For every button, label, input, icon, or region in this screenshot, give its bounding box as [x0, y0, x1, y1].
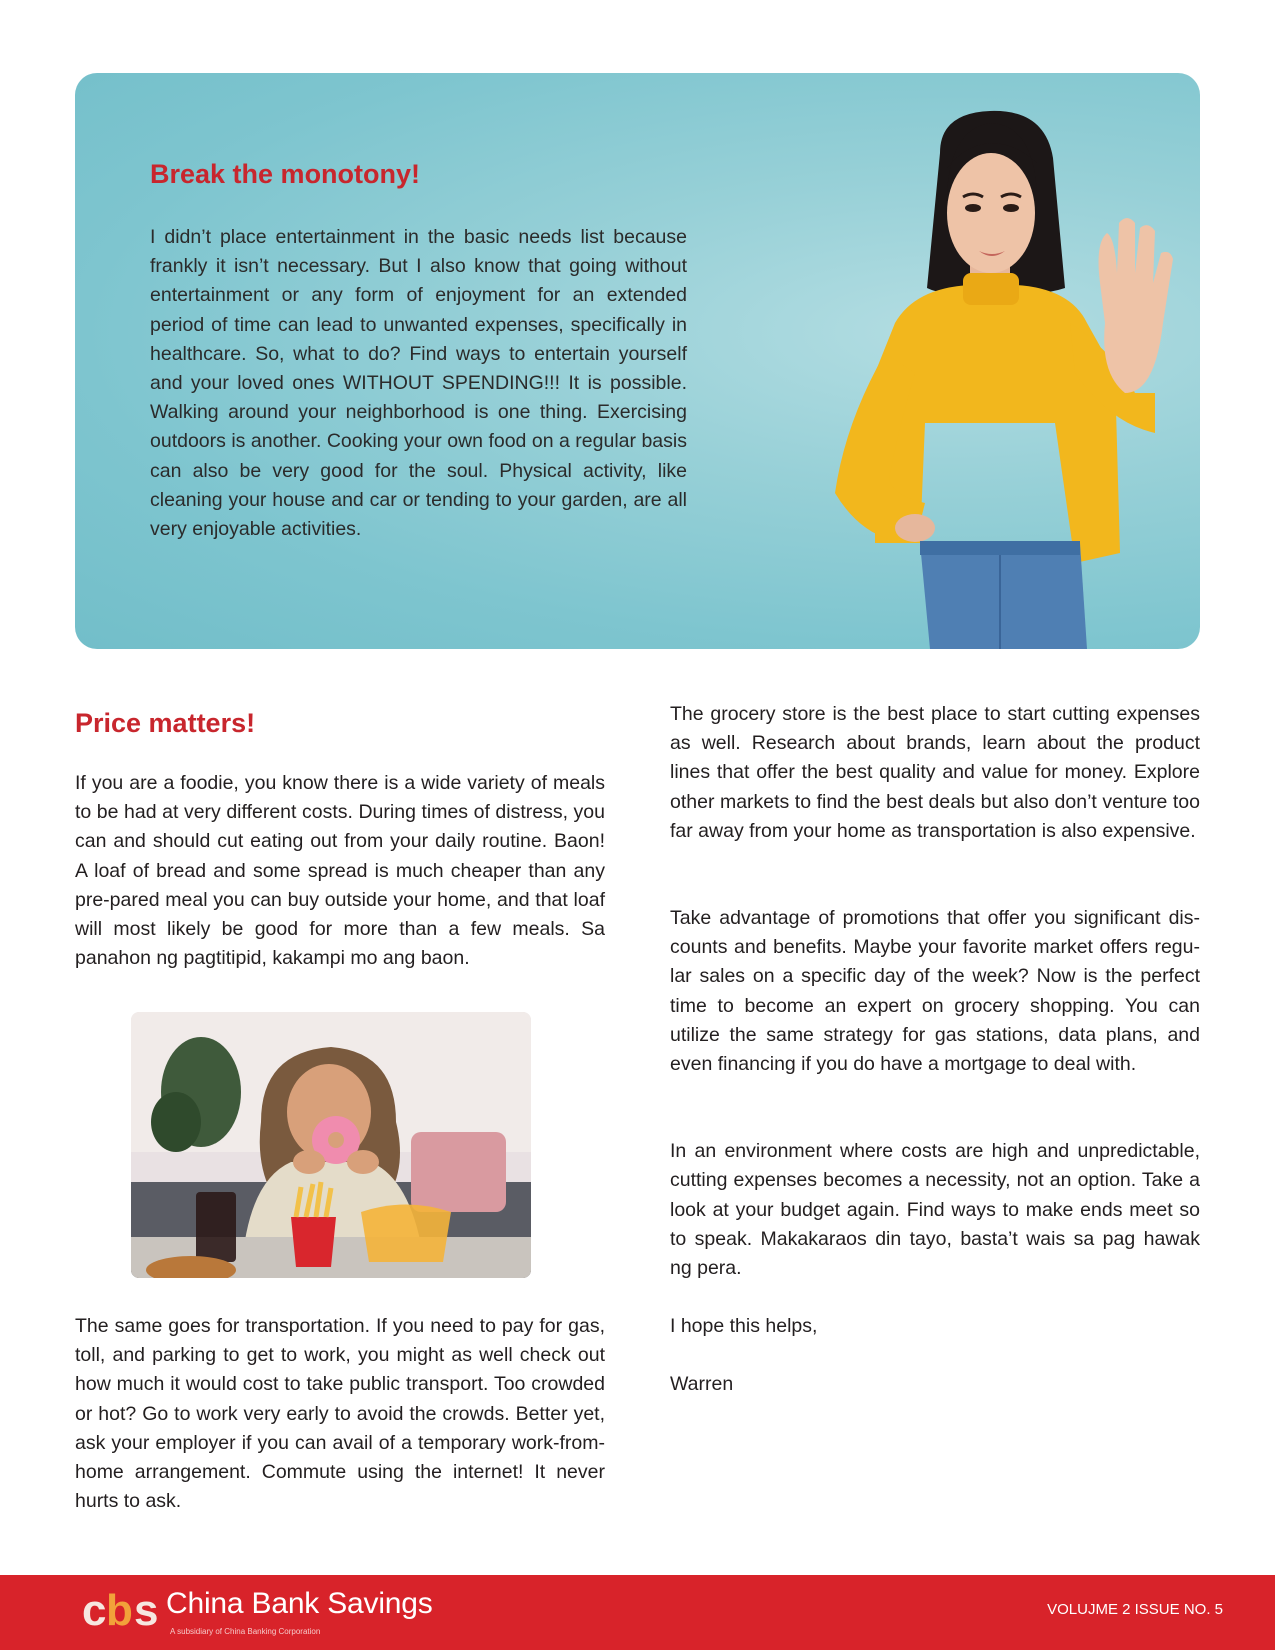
brand-tagline: A subsidiary of China Banking Corporation: [170, 1627, 321, 1636]
svg-text:s: s: [134, 1586, 159, 1635]
cbs-logo: [82, 1585, 172, 1641]
right-column: [670, 700, 1200, 1400]
foodie-paragraph: If you are a foodie, you know there is a wide variety of meals to be had at very different costs. During times of distress, you can and should cut eating out from your daily routine. Baon! A loaf of bread and some spread is much cheaper than any pre-pared meal you can buy outside your home, and that loaf will most likely be good for more than a few meals. Sa panahon ng pagtitipid, kakampi mo ang baon.: [75, 772, 605, 970]
transportation-paragraph: The same goes for transportation. If you need to pay for gas, toll, and parking to get to work, you might as well check out how much it would cost to take public transport. Too crowded or hot? Go to work very early to avoid the crowds. Better yet, ask your employer if you can avail of a temporary work-from-home arrangement. Commute using the internet! It never hurts to ask.: [75, 1315, 605, 1513]
svg-text:c: c: [82, 1586, 107, 1635]
left-column-lower: [75, 1312, 605, 1516]
signature: Warren: [670, 1373, 734, 1396]
hero-paragraph: I didn’t place entertainment in the basic needs list because frankly it isn’t necessary. But I also know that going without entertainment or any form of enjoyment for an extended period of time can lead to unwanted expenses, specifically in healthcare. So, what to do? Find ways to entertain yourself and your loved ones WITHOUT SPENDING!!! It is possible. Walking around your neighborhood is one thing. Exercising outdoors is another. Cooking your own food on a regular basis can also be very good for the soul. Physical activity, like cleaning your house and car or tending to your garden, are all very enjoyable activities.: [150, 226, 687, 541]
section-title-price-matters: Price matters!: [75, 708, 256, 738]
hero-title: Break the monotony!: [150, 159, 421, 189]
woman-eating-donut-photo: [131, 1012, 531, 1278]
closing-line: I hope this helps,: [670, 1315, 818, 1338]
hero-banner: [75, 73, 1200, 649]
woman-stop-gesture-photo: [715, 73, 1200, 649]
brand-name: China Bank Savings: [166, 1587, 433, 1620]
promotions-paragraph: Take advantage of promotions that offer you significant dis-counts and benefits. Maybe your favorite market offers regu-lar sales on a specific day of the week? Now is the perfect time to become an expert on grocery shopping. You can utilize the same strategy for gas stations, data plans, and even financing if you do have a mortgage to deal with.: [670, 907, 1200, 1076]
budget-paragraph: In an environment where costs are high and unpredictable, cutting expenses becomes a necessity, not an option. Take a look at your budget again. Find ways to make ends meet so to speak. Makakaraos din tayo, basta’t wais sa pag hawak ng pera.: [670, 1140, 1200, 1280]
grocery-paragraph: The grocery store is the best place to start cutting expenses as well. Research about brands, learn about the product lines that offer the best quality and value for money. Explore other markets to find the best deals but also don’t venture too far away from your home as transportation is also expensive.: [670, 703, 1200, 842]
left-column: [75, 700, 605, 973]
svg-text:b: b: [106, 1586, 133, 1635]
footer-bar: [0, 1575, 1275, 1650]
issue-number: VOLUJME 2 ISSUE NO. 5: [1047, 1601, 1223, 1618]
